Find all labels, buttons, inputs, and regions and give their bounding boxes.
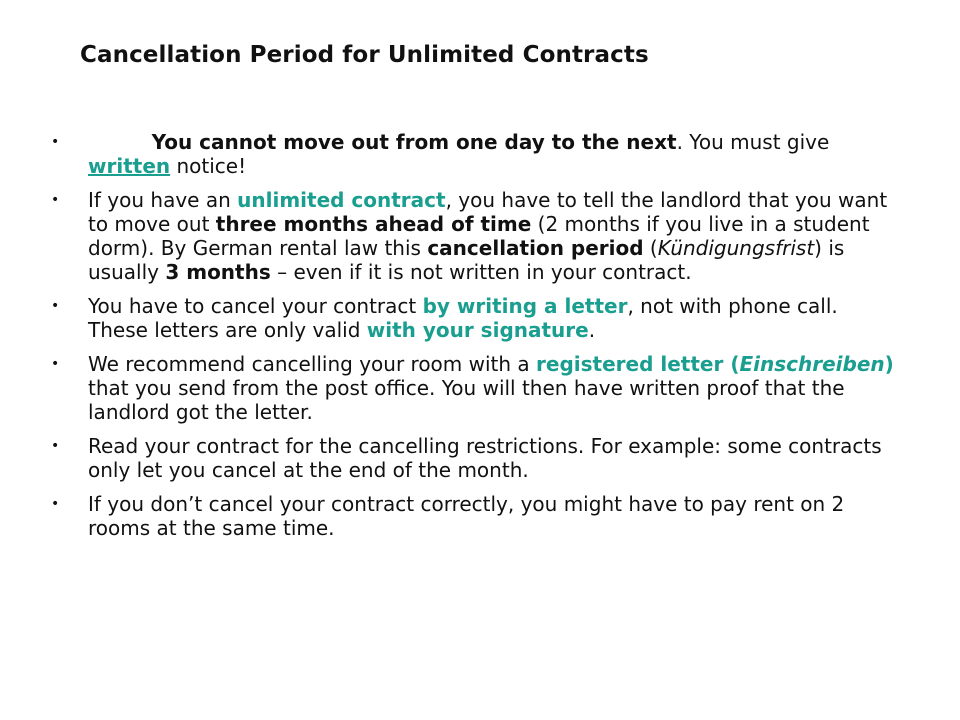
italic-text: Kündigungsfrist	[657, 236, 815, 260]
highlight-text: with your signature	[366, 318, 589, 342]
page-title: Cancellation Period for Unlimited Contracts	[80, 42, 649, 68]
bullet-icon: •	[51, 496, 60, 512]
list-item	[48, 492, 898, 540]
bold-text: You cannot move out from one day to the next	[151, 130, 677, 154]
list-item	[48, 434, 898, 482]
text: We recommend cancelling your room with a	[88, 352, 537, 376]
bold-text: three months ahead of time	[215, 212, 532, 236]
text: If you don’t cancel your contract correctly, you might have to pay rent on 2 rooms at the same time.	[88, 492, 845, 540]
list-item	[48, 188, 898, 284]
text: (2 months if you live in a student dorm). By German rental law this	[88, 212, 870, 260]
text: – even if it is not written in your contract.	[270, 260, 692, 284]
highlight-text: by writing a letter	[422, 294, 628, 318]
emphasis-link-text: written	[88, 154, 171, 178]
text: that you send from the post office. You will then have written proof that the landlord got the letter.	[88, 376, 845, 424]
bold-text: 3 months	[165, 260, 271, 284]
text: , you have to tell the landlord that you want to move out	[88, 188, 888, 236]
text: ) is usually	[88, 236, 845, 284]
highlight-text: unlimited contract	[237, 188, 446, 212]
indent-space	[88, 130, 152, 154]
text: . You must give	[676, 130, 830, 154]
highlight-italic-text: Einschreiben	[739, 352, 885, 376]
bullet-icon: •	[51, 192, 60, 208]
text: , not with phone call. These letters are only valid	[88, 294, 838, 342]
text: If you have an	[88, 188, 238, 212]
highlight-text: )	[884, 352, 894, 376]
bullet-icon: •	[51, 298, 60, 314]
text: (	[643, 236, 658, 260]
bullet-icon: •	[51, 134, 60, 150]
list-item	[48, 352, 898, 424]
bold-text: cancellation period	[427, 236, 644, 260]
bullet-list	[48, 130, 898, 550]
highlight-text: registered letter (	[536, 352, 740, 376]
text: notice!	[170, 154, 247, 178]
bullet-icon: •	[51, 438, 60, 454]
text: .	[588, 318, 596, 342]
list-item	[48, 294, 898, 342]
text: Read your contract for the cancelling restrictions. For example: some contracts only let you cancel at the end of the month.	[88, 434, 882, 482]
list-item	[48, 130, 898, 178]
text: You have to cancel your contract	[88, 294, 423, 318]
bullet-icon: •	[51, 356, 60, 372]
